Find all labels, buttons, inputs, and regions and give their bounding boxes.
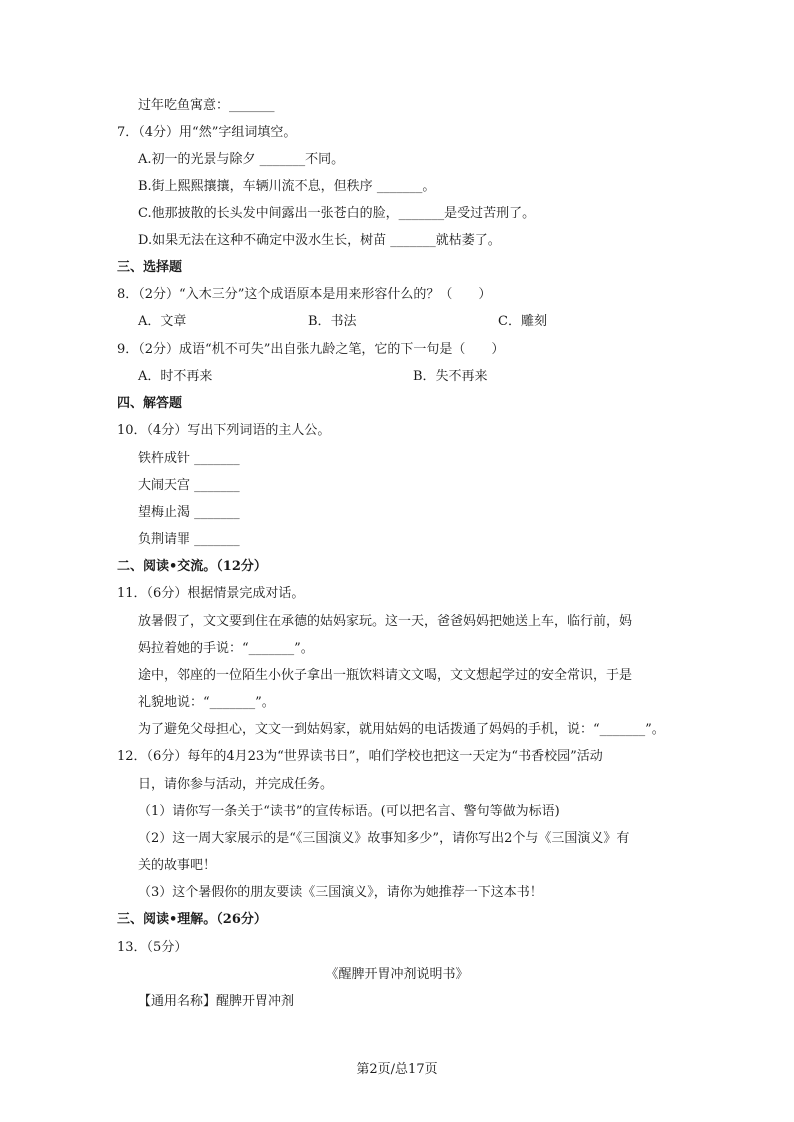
q10-item: 望梅止渴 _______ xyxy=(138,505,240,520)
q7-option-a: A.初一的光景与除夕 _______不同。 xyxy=(138,152,345,167)
q7-stem: 7．（4分）用“然”字组词填空。 xyxy=(117,125,297,140)
q11-paragraph-2-cont: 礼貌地说：“_______”。 xyxy=(138,695,275,710)
q10-item: 大闹天宫 _______ xyxy=(138,478,240,493)
page-number: 第2页/总17页 xyxy=(356,1062,438,1077)
q13-field-name: 【通用名称】醒脾开胃冲剂 xyxy=(138,994,295,1009)
q12-task-2-cont: 关的故事吧！ xyxy=(138,858,217,873)
q13-document-title: 《醒脾开胃冲剂说明书》 xyxy=(325,967,469,982)
q9-option-a: A．时不再来 xyxy=(138,369,213,384)
q13-stem: 13．（5分） xyxy=(117,940,188,955)
q9-stem: 9．（2分）成语“机不可失”出自张九龄之笔，它的下一句是（ ） xyxy=(117,342,505,357)
section-title-reading-exchange: 二、阅读•交流。（12分） xyxy=(117,559,267,574)
q7-option-c: C.他那披散的长头发中间露出一张苍白的脸，_______是受过苦刑了。 xyxy=(138,206,536,221)
q12-stem: 12．（6分）每年的4月23为“世界读书日”，咱们学校也把这一天定为“书香校园”活动 xyxy=(117,749,603,764)
q8-option-a: A．文章 xyxy=(138,314,187,329)
section-title-reading-comprehension: 三、阅读•理解。（26分） xyxy=(117,912,267,927)
section-title-answer: 四、解答题 xyxy=(117,396,183,411)
q10-item: 负荆请罪 _______ xyxy=(138,532,240,547)
q8-option-c: C．雕刻 xyxy=(498,314,547,329)
q8-option-b: B．书法 xyxy=(308,314,357,329)
q11-stem: 11．（6分）根据情景完成对话。 xyxy=(117,586,305,601)
q11-paragraph-1: 放暑假了，文文要到住在承德的姑妈家玩。这一天，爸爸妈妈把她送上车，临行前，妈 xyxy=(138,614,633,629)
q11-paragraph-2: 途中，邻座的一位陌生小伙子拿出一瓶饮料请文文喝，文文想起学过的安全常识，于是 xyxy=(138,668,633,683)
q11-paragraph-1-cont: 妈拉着她的手说：“_______”。 xyxy=(138,641,314,656)
q12-task-3: （3）这个暑假你的朋友要读《三国演义》，请你为她推荐一下这本书！ xyxy=(138,885,543,900)
q7-option-b: B.街上熙熙攘攘，车辆川流不息，但秩序 _______。 xyxy=(138,179,436,194)
q9-option-b: B．失不再来 xyxy=(413,369,488,384)
q12-stem-cont: 日，请你参与活动，并完成任务。 xyxy=(138,777,334,792)
q7-option-d: D.如果无法在这种不确定中汲水生长，树苗 _______就枯萎了。 xyxy=(138,233,501,248)
q11-paragraph-3: 为了避免父母担心，文文一到姑妈家，就用姑妈的电话拨通了妈妈的手机，说：“_______”。 xyxy=(138,722,665,737)
q6-tail: 过年吃鱼寓意：_______ xyxy=(138,98,275,113)
q9-options xyxy=(138,368,488,386)
q12-task-1: （1）请你写一条关于“读书”的宣传标语。(可以把名言、警句等做为标语) xyxy=(138,804,560,819)
section-title-choice: 三、选择题 xyxy=(117,260,183,275)
q8-stem: 8．（2分）“入木三分”这个成语原本是用来形容什么的？（ ） xyxy=(117,287,492,302)
q12-task-2: （2）这一周大家展示的是“《三国演义》故事知多少”，请你写出2个与《三国演义》有 xyxy=(138,831,630,846)
q10-item: 铁杵成针 _______ xyxy=(138,451,240,466)
q8-options xyxy=(138,313,547,331)
q10-stem: 10．（4分）写出下列词语的主人公。 xyxy=(117,423,331,438)
